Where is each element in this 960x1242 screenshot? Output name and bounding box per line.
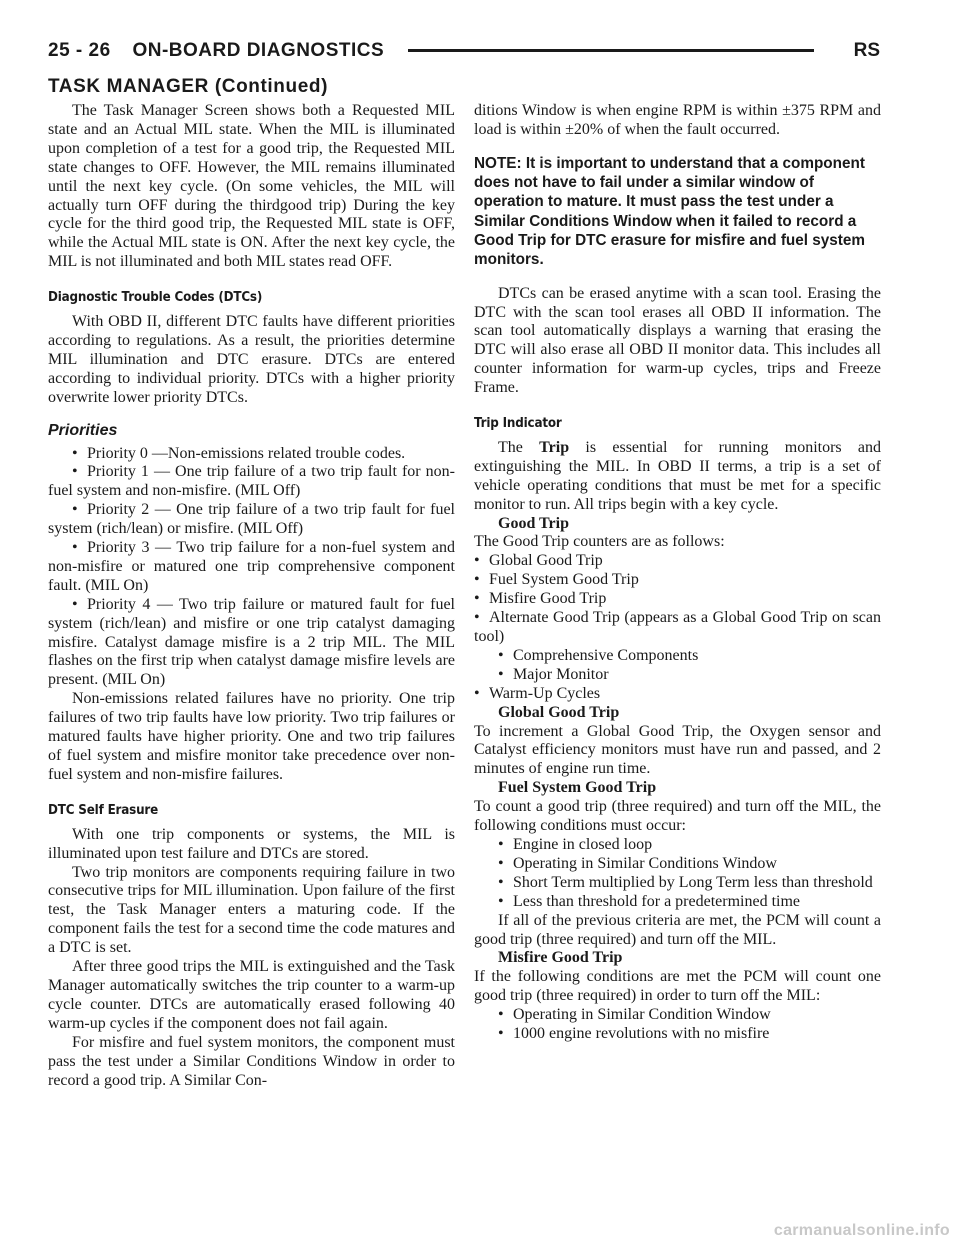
list-item: • Comprehensive Components [498,646,699,664]
list-item: • Global Good Trip [474,552,603,570]
section-title: TASK MANAGER (Continued) [48,76,329,97]
header-rule [408,49,814,52]
list-item: • Alternate Good Trip (appears as a Global Good Trip on scan tool) [474,609,881,645]
list-item: • Priority 2 — One trip failure of a two trip fault for fuel system (rich/lean) or misfire. (MIL Off) [48,501,455,538]
list-item: • Major Monitor [498,665,609,683]
bullet-icon: • [72,444,78,462]
paragraph: If all of the previous criteria are met, the PCM will count a good trip (three required) and turn off the MIL. [474,911,881,948]
bullet-icon: • [498,835,504,853]
paragraph: The Task Manager Screen shows both a Requested MIL state and an Actual MIL state. When the MIL is illuminated upon completion of a test for a good trip, the Requested MIL state changes to OFF. However, the MIL remains illuminated until the next key cycle. (On some vehicles, the MIL will actually turn OFF during the thirdgood trip) During the key cycle for the third good trip, the Requested MIL state is OFF, while the Actual MIL state is ON. After the next key cycle, the MIL is not illuminated and both MIL states read OFF. [48,102,455,271]
bullet-icon: • [474,609,480,627]
list-item: • Operating in Similar Condition Window [498,1006,771,1024]
bullet-icon: • [498,854,504,872]
subheading-trip-indicator: Trip Indicator [474,416,562,432]
bullet-icon: • [498,1006,504,1024]
left-column [48,102,455,1090]
bullet-icon: • [498,1025,504,1043]
bullet-icon: • [498,892,504,910]
bullet-icon: • [474,571,480,589]
list-item: • Less than threshold for a predetermined time [498,892,801,910]
paragraph: Two trip monitors are components requiring failure in two consecutive trips for MIL illumination. Upon failure of the first test, the Task Manager enters a maturing code. If the component fails the test for a second time the code matures and a DTC is set. [48,863,455,957]
header-left [48,40,384,62]
model-code: RS [853,40,880,61]
list-item: • Misfire Good Trip [474,590,607,608]
paragraph: To increment a Global Good Trip, the Oxygen sensor and Catalyst efficiency monitors must have run and passed, and 2 minutes of engine run time. [474,722,881,778]
paragraph: DTCs can be erased anytime with a scan tool. Erasing the DTC with the scan tool erases all OBD II information. The scan tool automatically displays a warning that erasing the DTC will also erase all OBD II monitor data. This includes all counter information for warm-up cycles, trips and Freeze Frame. [474,284,881,397]
subheading-priorities: Priorities [48,421,118,439]
note-callout: NOTE: It is important to understand that a component does not have to fail under a similar window of operation to mature. It must pass the test under a Similar Conditions Window when it failed to record a Good Trip for DTC erasure for misfire and fuel system monitors. [474,154,866,269]
bullet-icon: • [72,595,78,613]
paragraph: The Good Trip counters are as follows: [474,533,725,551]
subheading-dtc-self-erasure: DTC Self Erasure [48,802,159,818]
paragraph: The Trip is essential for running monitors and extinguishing the MIL. In OBD II terms, a trip is a set of vehicle operating conditions that must be met for a specific monitor to run. All trips begin with a key cycle. [474,438,882,513]
list-item: • 1000 engine revolutions with no misfire [498,1025,770,1043]
list-item: • Short Term multiplied by Long Term less than threshold [498,873,873,891]
paragraph: After three good trips the MIL is extinguished and the Task Manager automatically switches the trip counter to a warm-up cycle counter. DTCs are automatically erased following 40 warm-up cycles if the component does not fail again. [48,958,455,1032]
list-item: • Warm-Up Cycles [474,684,601,702]
bullet-icon: • [72,501,78,519]
chapter-title: ON-BOARD DIAGNOSTICS [132,40,385,61]
bullet-icon: • [474,590,480,608]
watermark: carmanualsonline.info [773,1222,950,1239]
list-item: • Operating in Similar Conditions Window [498,854,777,872]
paragraph: With OBD II, different DTC faults have different priorities according to regulations. As a result, the priorities determine MIL illumination and DTC erasure. DTCs are entered according to individual priority. DTCs with a higher priority overwrite lower priority DTCs. [48,313,455,406]
list-item: • Priority 3 — Two trip failure for a non-fuel system and non-misfire or matured one trip comprehensive component fault. (MIL On) [48,539,455,594]
subheading-dtcs: Diagnostic Trouble Codes (DTCs) [48,290,263,306]
paragraph: For misfire and fuel system monitors, the component must pass the test under a Similar Conditions Window in order to record a good trip. A Similar Con- [48,1033,455,1089]
bullet-icon: • [72,463,78,481]
paragraph: If the following conditions are met the PCM will count one good trip (three required) in order to turn off the MIL: [474,968,881,1005]
list-item: • Engine in closed loop [498,835,653,853]
bullet-icon: • [474,552,480,570]
bullet-icon: • [72,539,78,557]
paragraph: With one trip components or systems, the MIL is illuminated upon test failure and DTCs are stored. [48,825,455,862]
bullet-icon: • [474,684,480,702]
page-number: 25 - 26 [48,40,111,61]
misfire-good-trip-heading: Misfire Good Trip [498,949,623,967]
list-item: • Priority 1 — One trip failure of a two trip fault for non-fuel system and non-misfire. (MIL Off) [48,463,455,500]
global-good-trip-heading: Global Good Trip [498,703,620,721]
list-item: • Priority 4 — Two trip failure or matured fault for fuel system (rich/lean) and misfire or one trip catalyst damaging misfire. Catalyst damage misfire is a 2 trip MIL. The MIL flashes on the first trip when catalyst damage misfire levels are present. (MIL On) [48,595,455,689]
bullet-icon: • [498,873,504,891]
list-item: • Fuel System Good Trip [474,571,639,589]
list-item: • Priority 0 —Non-emissions related trouble codes. [72,444,406,462]
fuel-system-good-trip-heading: Fuel System Good Trip [498,779,657,797]
good-trip-heading: Good Trip [498,514,569,532]
page-header [48,40,880,66]
paragraph: Non-emissions related failures have no priority. One trip failures of two trip faults have low priority. Two trip failures or matured faults have higher priority. One and two trip failures of fuel system and misfire monitor take precedence over non-fuel system and non-misfire failures. [48,690,455,783]
bullet-icon: • [498,646,504,664]
paragraph: To count a good trip (three required) and turn off the MIL, the following conditions must occur: [474,798,881,835]
right-column [474,102,881,1044]
bullet-icon: • [498,665,504,683]
paragraph: ditions Window is when engine RPM is within ±375 RPM and load is within ±20% of when the fault occurred. [474,102,881,138]
